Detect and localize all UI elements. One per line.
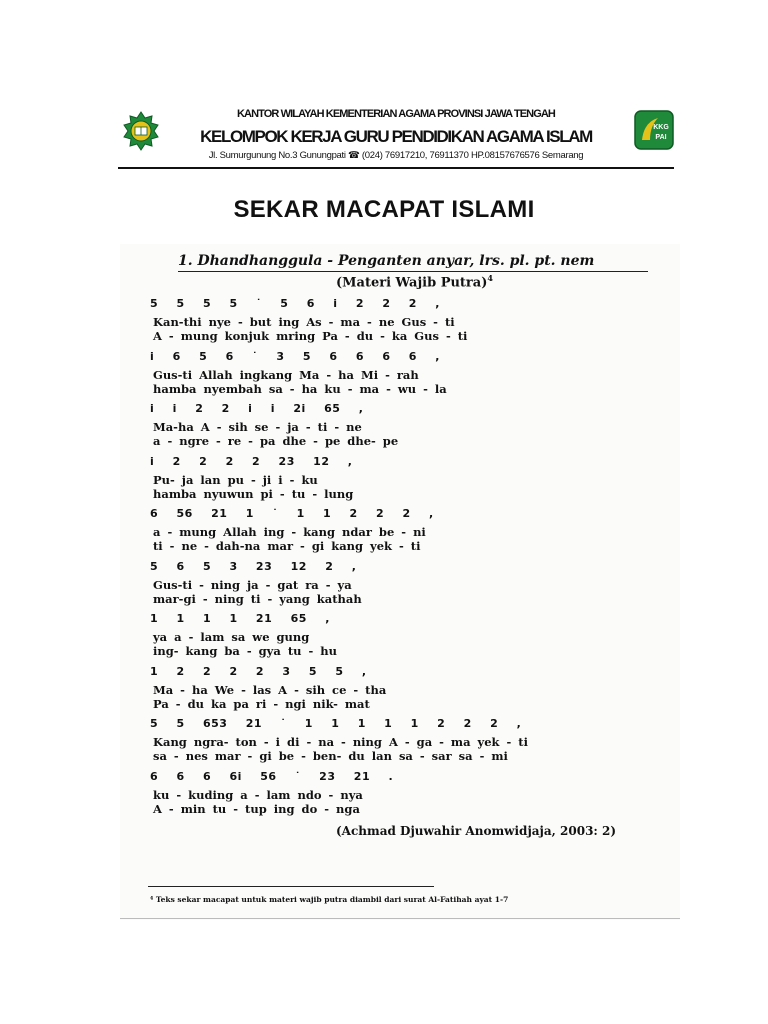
lyric-line-2: A - min tu - tup ing do - nga	[153, 801, 360, 816]
song-title: 1. Dhandhanggula - Penganten anyar, lrs. pl. pt. nem	[178, 253, 595, 269]
lyric-line-2: A - mung konjuk mring Pa - du - ka Gus - ti	[153, 329, 468, 343]
notation-line: 6 56 21 1 ˙ 1 1 2 2 2 ,	[150, 507, 434, 520]
letterhead-organization: KELOMPOK KERJA GURU PENDIDIKAN AGAMA ISLAM	[200, 127, 592, 146]
song-credit: (Achmad Djuwahir Anomwidjaja, 2003: 2)	[336, 824, 617, 838]
lyric-line-1: Ma-ha A - sih se - ja - ti - ne	[153, 420, 362, 434]
lyric-line-1: Ma - ha We - las A - sih ce - tha	[153, 682, 387, 697]
letterhead-address: Jl. Sumurgunung No.3 Gunungpati ☎ (024) 76917210, 76911370 HP.08157676576 Semarang	[208, 150, 584, 161]
notation-line: 6 6 6 6i 56 ˙ 23 21 .	[150, 769, 394, 783]
footnote-text: ⁴ Teks sekar macapat untuk materi wajib putra diambil dari surat Al-Fatihah ayat 1-7	[150, 895, 509, 904]
lyric-line-2: ti - ne - dah-na mar - gi kang yek - ti	[153, 539, 421, 553]
notation-line: i i 2 2 i i 2i 65 ,	[150, 402, 364, 415]
kkg-pai-logo-icon	[634, 110, 674, 150]
song-subtitle-text: (Materi Wajib Putra)	[336, 275, 488, 291]
scan-bottom-edge	[120, 918, 680, 919]
lyric-line-2: mar-gi - ning ti - yang kathah	[153, 591, 362, 606]
notation-line: i 6 5 6 ˙ 3 5 6 6 6 6 ,	[150, 349, 440, 363]
logo-text-pai: PAI	[655, 134, 667, 141]
lyric-line-1: ku - kuding a - lam ndo - nya	[153, 787, 363, 802]
notation-line: 5 5 653 21 ˙ 1 1 1 1 1 2 2 2 ,	[150, 717, 522, 730]
lyric-line-1: Pu- ja lan pu - ji i - ku	[153, 472, 318, 487]
notation-line: 5 5 5 5 ˙ 5 6 i 2 2 2 ,	[150, 297, 440, 310]
letterhead-office: KANTOR WILAYAH KEMENTERIAN AGAMA PROVINSI JAWA TENGAH	[237, 108, 555, 120]
lyric-line-1: a - mung Allah ing - kang ndar be - ni	[153, 525, 426, 539]
lyric-line-1: Kang ngra- ton - i di - na - ning A - ga - ma yek - ti	[153, 735, 528, 749]
lyric-line-2: Pa - du ka pa ri - ngi nik- mat	[153, 696, 370, 711]
letterhead	[118, 98, 674, 176]
lyric-line-2: a - ngre - re - pa dhe - pe dhe- pe	[153, 434, 399, 448]
notation-line: 5 6 5 3 23 12 2 ,	[150, 559, 357, 573]
letterhead-rule	[118, 167, 674, 169]
lyric-line-2: hamba nyembah sa - ha ku - ma - wu - la	[153, 381, 447, 396]
notation-line: 1 2 2 2 2 3 5 5 ,	[150, 664, 367, 678]
lyric-line-2: hamba nyuwun pi - tu - lung	[153, 486, 354, 501]
lyric-line-1: Gus-ti Allah ingkang Ma - ha Mi - rah	[153, 367, 419, 382]
notation-line: i 2 2 2 2 23 12 ,	[150, 454, 353, 468]
notation-line: 1 1 1 1 21 65 ,	[150, 612, 330, 625]
lyric-line-1: Kan-thi nye - but ing As - ma - ne Gus - ti	[153, 315, 455, 329]
document-title: SEKAR MACAPAT ISLAMI	[233, 196, 535, 223]
footnote-rule	[148, 886, 434, 887]
footnote-marker: 4	[487, 273, 493, 283]
lyric-line-2: sa - nes mar - gi be - ben- du lan sa - sar sa - mi	[153, 749, 508, 763]
lyric-line-1: Gus-ti - ning ja - gat ra - ya	[153, 577, 352, 592]
lyric-line-2: ing- kang ba - gya tu - hu	[153, 644, 337, 658]
scanned-song-sheet	[120, 244, 680, 920]
lyric-line-1: ya a - lam sa we gung	[153, 630, 310, 644]
song-subtitle	[336, 273, 493, 290]
song-title-underline	[178, 271, 648, 272]
logo-text-kkg: KKG	[653, 124, 669, 131]
